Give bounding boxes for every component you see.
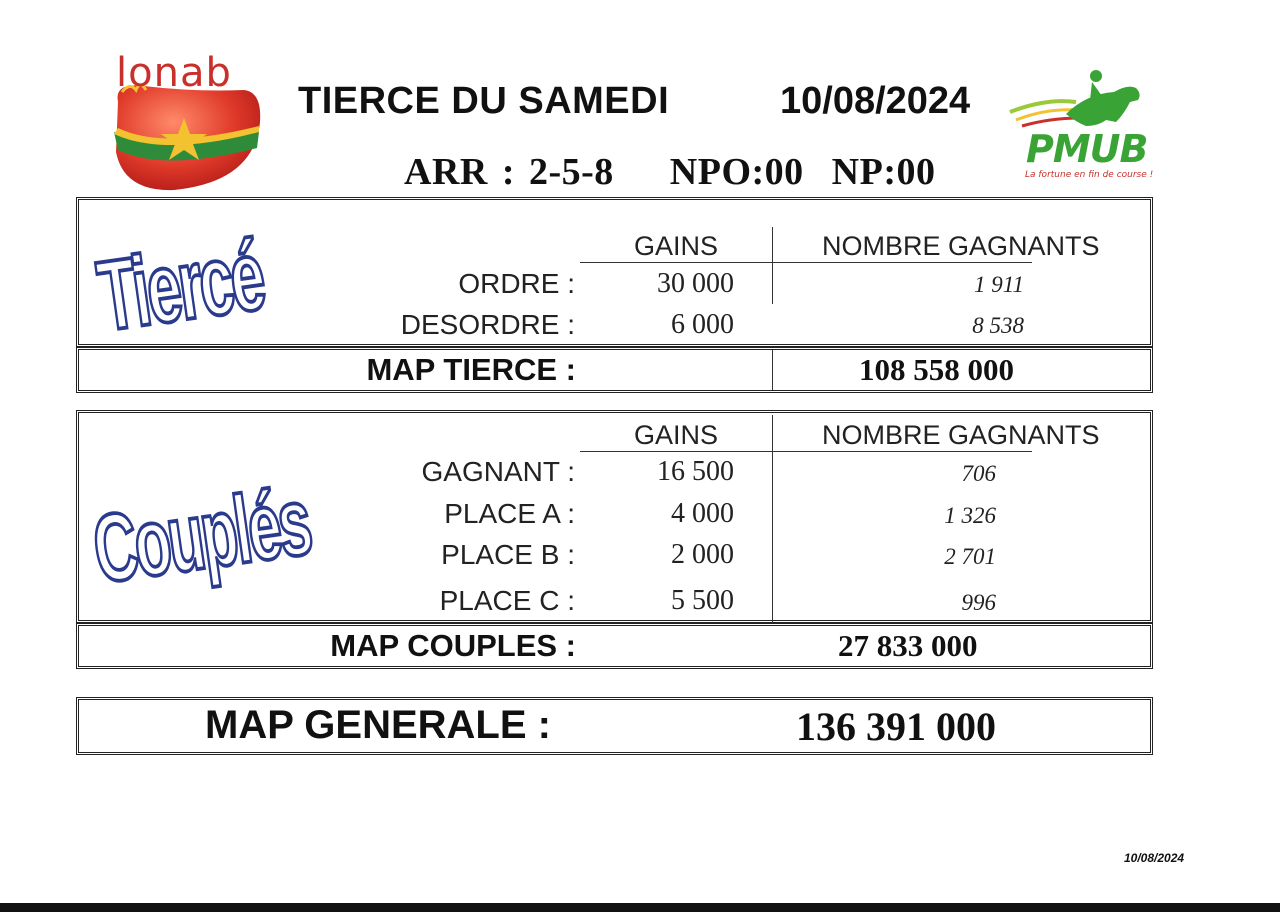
couples-row-winners: 706: [961, 461, 996, 486]
couples-row-winners: 2 701: [944, 544, 996, 569]
couples-row-winners: 996: [961, 590, 996, 615]
map-generale-value: 136 391 000: [796, 704, 996, 749]
couples-row-gain: 16 500: [657, 456, 734, 487]
couples-col-winners: NOMBRE GAGNANTS: [822, 420, 1100, 450]
tierce-row-winners: 1 911: [973, 272, 1024, 297]
couples-row-label: PLACE A :: [444, 498, 575, 529]
np-value: NP:00: [831, 151, 936, 193]
lonab-wordmark: lonab: [116, 50, 232, 96]
tierce-row-winners: 8 538: [972, 313, 1024, 338]
couples-row-label: PLACE C :: [439, 585, 575, 616]
map-tierce-label: MAP TIERCE :: [366, 352, 576, 387]
map-couples-label: MAP COUPLES :: [330, 628, 576, 663]
tierce-map-divider: [772, 350, 773, 390]
couples-header-rule: [580, 451, 1032, 452]
couples-title-text: Couplés: [90, 467, 316, 600]
arrival-order: ARR : 2-5-8: [404, 151, 614, 193]
footer-date: 10/08/2024: [1124, 851, 1185, 865]
bottom-bar: [0, 903, 1280, 912]
tierce-header-rule: [580, 262, 1032, 263]
tierce-col-divider: [772, 227, 773, 304]
pmub-wordmark: PMUB: [1026, 127, 1148, 171]
couples-title: [90, 450, 330, 600]
couples-row-winners: 1 326: [944, 503, 996, 528]
npo-value: NPO:00: [669, 151, 804, 193]
map-tierce-value: 108 558 000: [859, 352, 1014, 387]
tierce-title: [90, 205, 330, 345]
tierce-col-gains: GAINS: [634, 231, 719, 261]
couples-row-gain: 4 000: [671, 498, 734, 529]
couples-row-gain: 5 500: [671, 585, 734, 616]
tierce-row-label: ORDRE :: [458, 268, 575, 299]
couples-row-label: PLACE B :: [441, 539, 575, 570]
couples-col-divider: [772, 415, 773, 623]
tierce-title-text: Tiercé: [91, 218, 269, 345]
page-title: TIERCE DU SAMEDI: [298, 80, 670, 122]
arrival-line: [404, 150, 935, 194]
pmub-tagline: La fortune en fin de course !: [1025, 170, 1154, 180]
race-date: 10/08/2024: [780, 80, 971, 122]
map-couples-value: 27 833 000: [838, 628, 978, 663]
couples-row-label: GAGNANT :: [421, 456, 575, 487]
tierce-col-winners: NOMBRE GAGNANTS: [822, 231, 1100, 261]
map-generale-label: MAP GENERALE :: [205, 703, 551, 747]
tierce-row-gain: 6 000: [671, 309, 734, 340]
tierce-row-label: DESORDRE :: [400, 309, 575, 340]
couples-row-gain: 2 000: [671, 539, 734, 570]
tierce-row-gain: 30 000: [657, 268, 734, 299]
couples-col-gains: GAINS: [634, 420, 719, 450]
